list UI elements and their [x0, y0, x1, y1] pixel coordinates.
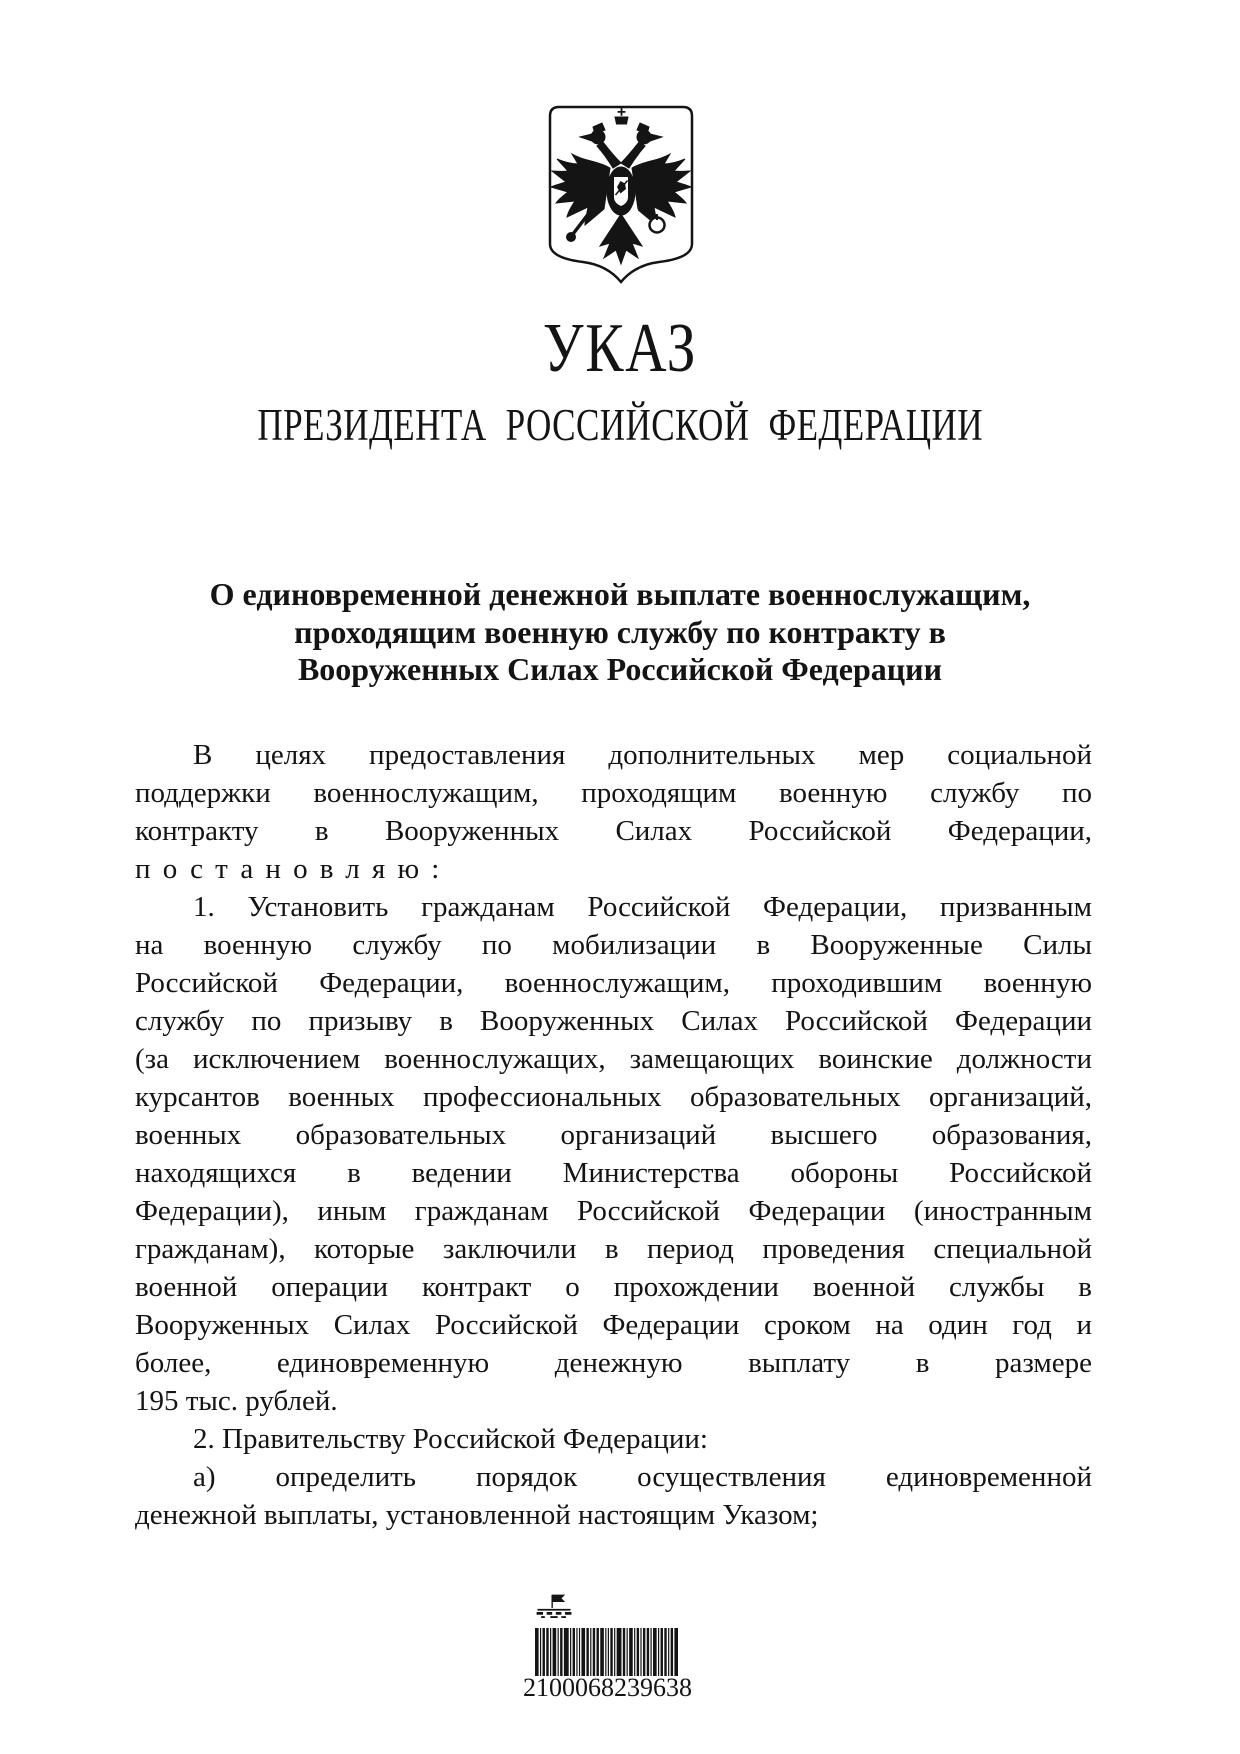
barcode-number [523, 1673, 692, 1702]
body-line: 1. Установить гражданам Российской Федерации, призванным [193, 891, 1092, 923]
body-line: денежной выплаты, установленной настоящим Указом; [135, 1499, 819, 1531]
body-line: (за исключением военнослужащих, замещающих воинские должности [135, 1043, 1092, 1075]
decree-title-text: УКАЗ [542, 310, 698, 387]
coat-of-arms-icon [542, 104, 700, 290]
body-line: гражданам), которые заключили в период проведения специальной [135, 1233, 1092, 1265]
heading-line: проходящим военную службу по контракту в [294, 613, 946, 650]
body-line: военной операции контракт о прохождении военной службы в [135, 1271, 1092, 1303]
body-line: контракту в Вооруженных Силах Российской Федерации, [135, 815, 1092, 847]
body-line: на военную службу по мобилизации в Вооруженные Силы [135, 929, 1092, 961]
body-line: В целях предоставления дополнительных мер социальной [193, 739, 1092, 771]
decree-issuer-text: ПРЕЗИДЕНТА РОССИЙСКОЙ ФЕДЕРАЦИИ [257, 400, 983, 450]
decree-issuer-line [0, 400, 1240, 450]
body-line: курсантов военных профессиональных образовательных организаций, [135, 1081, 1092, 1113]
decree-subject-heading [135, 576, 1105, 689]
barcode-block [520, 1588, 690, 1710]
body-line: Российской Федерации, военнослужащим, проходившим военную [135, 967, 1092, 999]
heading-line: О единовременной денежной выплате военнослужащим, [209, 576, 1031, 612]
barcode-digit-group: 2 [523, 1673, 536, 1702]
body-line: военных образовательных организаций высшего образования, [135, 1119, 1092, 1151]
body-line: Федерации), иным гражданам Российской Федерации (иностранным [135, 1195, 1092, 1227]
body-line: постановляю: [135, 853, 452, 885]
barcode-digit-group: 23963 [614, 1673, 679, 1702]
barcode-icon [535, 1628, 678, 1676]
body-line: службу по призыву в Вооруженных Силах Российской Федерации [135, 1005, 1092, 1037]
body-line: Вооруженных Силах Российской Федерации сроком на один год и [135, 1309, 1092, 1341]
body-line: более, единовременную денежную выплату в размере [135, 1347, 1092, 1379]
body-line: 195 тыс. рублей. [135, 1385, 338, 1417]
decree-body-text [135, 736, 1092, 1534]
heading-line: Вооруженных Силах Российской Федерации [297, 651, 943, 687]
barcode-digit-group: 8 [679, 1673, 692, 1702]
body-line: поддержки военнослужащим, проходящим военную службу по [135, 777, 1092, 809]
decree-title [0, 310, 1240, 387]
body-line: находящихся в ведении Министерства обороны Российской [135, 1157, 1092, 1189]
barcode-digit-group: 100068 [536, 1673, 614, 1702]
publisher-emblem-icon [532, 1590, 576, 1624]
body-line: а) определить порядок осуществления единовременной [193, 1461, 1092, 1493]
body-line: 2. Правительству Российской Федерации: [193, 1423, 708, 1455]
